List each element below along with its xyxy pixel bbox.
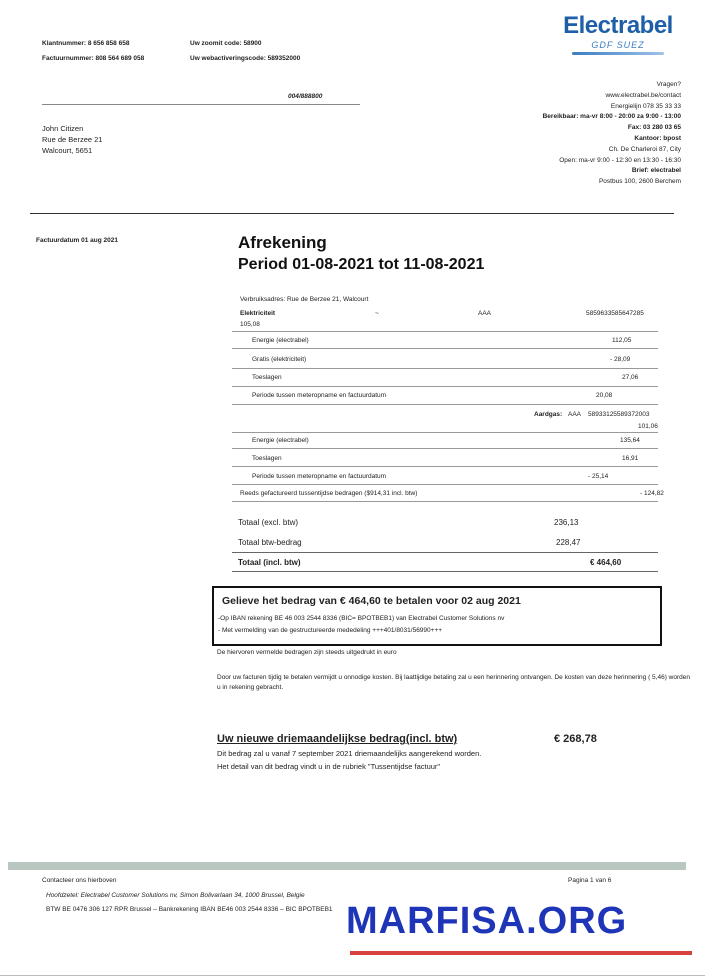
footer-page-number: Pagina 1 van 6 [568, 877, 612, 884]
contact-line: Kantoor: bpost [634, 134, 681, 142]
row-divider [232, 448, 658, 449]
line-item-value: 112,05 [612, 337, 632, 344]
gas-value: 101,06 [638, 423, 658, 430]
line-item-label: Periode tussen meteropname en factuurdatum [252, 473, 387, 480]
contact-line: Ch. De Charleroi 87, City [608, 145, 681, 153]
electricity-code: AAA [478, 310, 492, 317]
line-item-value: 27,06 [622, 374, 639, 381]
customer-number: Klantnummer: 8 656 858 658 [42, 40, 130, 47]
contact-line: Brief: electrabel [631, 167, 681, 175]
total-vat-value: 228,47 [556, 538, 581, 547]
payment-reference: - Met vermelding van de gestructureerde mededeling +++401/8031/56990+++ [218, 627, 443, 634]
total-excl-value: 236,13 [554, 518, 579, 527]
header-divider [30, 213, 674, 214]
line-item-value: 135,64 [620, 437, 640, 444]
already-invoiced-label: Reeds gefactureerd tussentijdse bedragen ($914,31 incl. btw) [240, 490, 418, 497]
line-item-value: - 28,09 [610, 356, 631, 363]
totals-divider [232, 552, 658, 553]
electricity-label: Elektriciteit [240, 310, 276, 317]
row-divider [232, 484, 658, 485]
contact-line: Bereikbaar: ma-vr 8:00 - 20:00 za 9:00 - 13:00 [542, 113, 681, 121]
row-divider [232, 404, 658, 405]
contact-line: Fax: 03 280 03 65 [627, 124, 681, 132]
row-divider [232, 331, 658, 332]
contact-line: Energielijn 078 35 33 33 [610, 102, 681, 110]
quarterly-amount: € 268,78 [554, 733, 597, 745]
contact-line: www.electrabel.be/contact [605, 91, 681, 99]
footer-vat: BTW BE 0476 306 127 RPR Brussel – Bankrekening IBAN BE46 003 2544 8336 – BIC BPOTBEB1 [46, 906, 333, 913]
recipient-city: Walcourt, 5651 [42, 146, 93, 155]
line-item-label: Toeslagen [252, 455, 282, 462]
euro-note: De hiervoren vermelde bedragen zijn steeds uitgedrukt in euro [217, 649, 397, 656]
row-divider [232, 386, 658, 387]
web-activation-code: Uw webactiveringscode: 589352000 [190, 55, 301, 62]
line-item-label: Periode tussen meteropname en factuurdatum [252, 392, 387, 399]
row-divider [232, 348, 658, 349]
already-invoiced-value: - 124,82 [640, 490, 664, 497]
logo-subtext: GDF SUEZ [591, 40, 645, 50]
line-item-value: 20,08 [596, 392, 613, 399]
logo-text: Electrabel [563, 12, 673, 39]
recipient-street: Rue de Berzee 21 [42, 135, 103, 144]
logo-swoosh [572, 52, 664, 55]
recipient-address [42, 123, 102, 156]
line-item-value: - 25,14 [588, 473, 609, 480]
total-incl-label: Totaal (incl. btw) [238, 558, 301, 567]
line-item-value: 16,91 [622, 455, 639, 462]
contact-line: Open: ma-vr 9:00 - 12:30 en 13:30 - 16:30 [559, 156, 681, 164]
gas-label: Aardgas: [534, 411, 563, 418]
electrabel-logo [556, 12, 680, 55]
line-item-label: Energie (electrabel) [252, 437, 309, 444]
payment-headline: Gelieve het bedrag van € 464,60 te betalen voor 02 aug 2021 [222, 595, 521, 607]
reference-divider [42, 104, 360, 105]
quarterly-line-1: Dit bedrag zal u vanaf 7 september 2021 driemaandelijks aangerekend worden. [217, 749, 482, 758]
gas-code: AAA [568, 411, 582, 418]
invoice-number: Factuurnummer: 808 564 689 058 [42, 55, 145, 62]
line-item-label: Energie (electrabel) [252, 337, 309, 344]
totals-divider [232, 571, 658, 572]
late-payment-note: Door uw facturen tijdig te betalen vermijdt u onnodige kosten. Bij laattijdige betaling zal u een herinnering ontvangen. De kosten van deze herinnering ( 5,46) worden u in rekening gebracht. [217, 674, 690, 691]
document-title: Afrekening [238, 233, 327, 252]
zoomit-code: Uw zoomit code: 58900 [190, 40, 262, 47]
quarterly-title: Uw nieuwe driemaandelijkse bedrag(incl. btw) [217, 733, 458, 745]
row-divider [232, 368, 658, 369]
period-title: Period 01-08-2021 tot 11-08-2021 [238, 256, 485, 273]
contact-line: Postbus 100, 2600 Berchem [598, 178, 681, 186]
watermark-underline [350, 951, 692, 955]
line-item-label: Gratis (elektriciteit) [252, 356, 307, 363]
contact-line: Vragen? [656, 81, 681, 88]
electricity-dash: ~ [375, 310, 379, 317]
electricity-ean: 5859633585647285 [586, 310, 644, 317]
quarterly-line-2: Het detail van dit bedrag vindt u in de rubriek "Tussentijdse factuur" [217, 762, 441, 771]
payment-box [212, 586, 662, 646]
row-divider [232, 466, 658, 467]
recipient-name: John Citizen [42, 124, 84, 133]
total-vat-label: Totaal btw-bedrag [238, 538, 302, 547]
gas-ean: 58933125589372003 [588, 411, 650, 418]
row-divider [232, 432, 658, 433]
line-item-label: Toeslagen [252, 374, 282, 381]
footer-contact: Contacteer ons hierboven [42, 877, 117, 884]
footer-headquarters: Hoofdzetel: Electrabel Customer Solutions nv, Simon Bolivarlaan 34, 1000 Brussel, Belgie [46, 892, 305, 899]
usage-address: Verbruiksadres: Rue de Berzee 21, Walcourt [240, 296, 369, 303]
electricity-value: 105,08 [240, 321, 260, 328]
invoice-date: Factuurdatum 01 aug 2021 [36, 237, 118, 244]
watermark-text: MARFISA.ORG [346, 900, 628, 942]
payment-iban: -Op IBAN rekening BE 46 003 2544 8336 (BIC= BPOTBEB1) van Electrabel Customer Solutions nv [218, 615, 505, 622]
contact-block [543, 80, 681, 188]
total-incl-value: € 464,60 [590, 558, 622, 567]
total-excl-label: Totaal (excl. btw) [238, 518, 299, 527]
reference-number: 004/888800 [288, 93, 323, 100]
footer-bar [8, 862, 686, 870]
page-bottom-edge [0, 975, 705, 976]
row-divider [232, 501, 658, 502]
